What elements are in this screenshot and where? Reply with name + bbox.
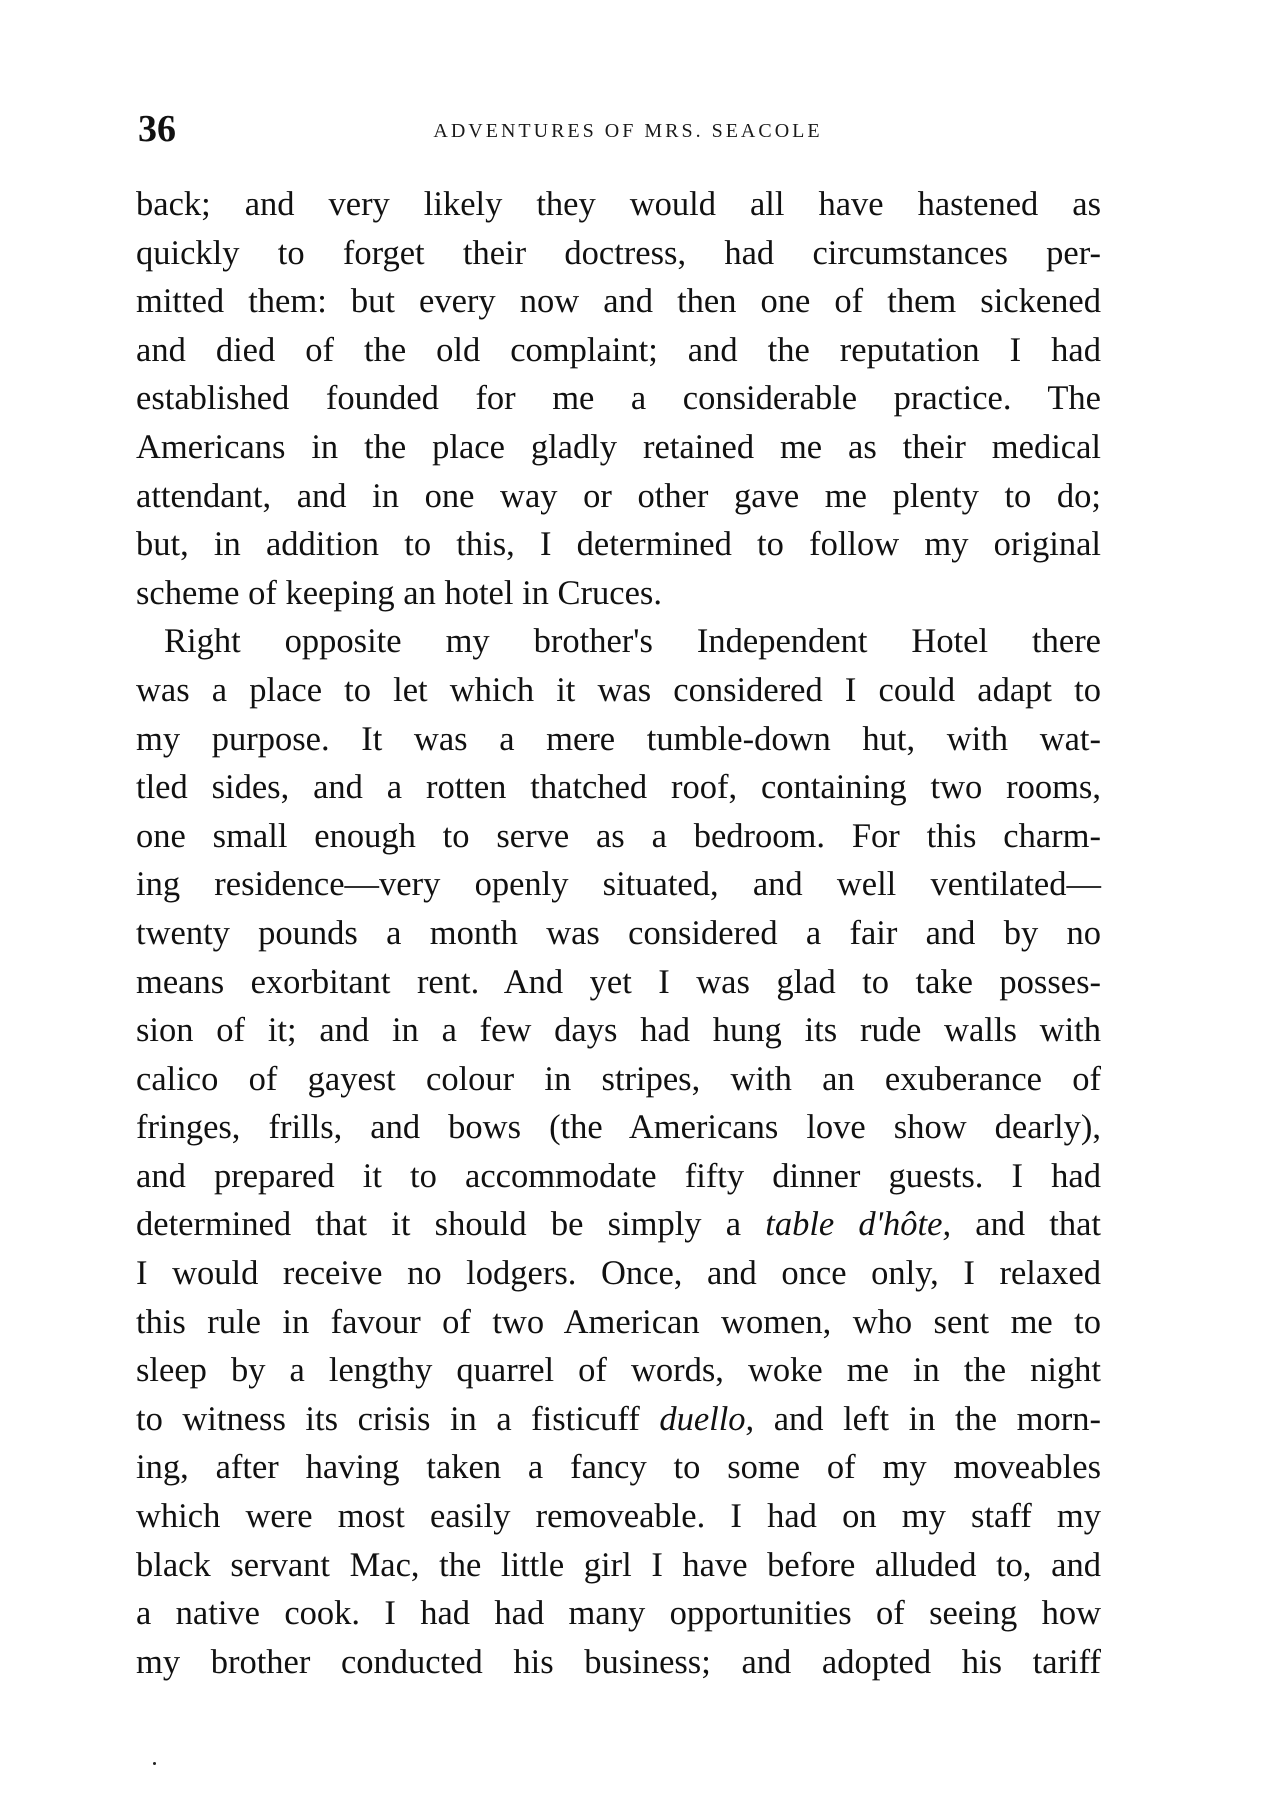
text-line: sion of it; and in a few days had hung its rude walls with	[136, 1011, 1101, 1050]
page-number: 36	[138, 108, 176, 150]
text-line: tled sides, and a rotten thatched roof, containing two rooms,	[136, 768, 1101, 807]
running-title: ADVENTURES OF MRS. SEACOLE	[433, 120, 823, 142]
text-line	[136, 1200, 1101, 1249]
text-line: my brother conducted his business; and adopted his tariff	[136, 1642, 1101, 1681]
paragraph-end-line: scheme of keeping an hotel in Cruces.	[136, 573, 662, 612]
text-line: attendant, and in one way or other gave me plenty to do;	[136, 476, 1101, 515]
text-line: but, in addition to this, I determined to follow my original	[136, 525, 1101, 564]
text-line: means exorbitant rent. And yet I was glad to take posses-	[136, 962, 1101, 1001]
text-line: fringes, frills, and bows (the Americans love show dearly),	[136, 1108, 1101, 1147]
text-line	[136, 1395, 1101, 1444]
body-text	[136, 180, 1101, 1686]
text-line: this rule in favour of two American women, who sent me to	[136, 1302, 1101, 1341]
text-line: twenty pounds a month was considered a fair and by no	[136, 913, 1101, 952]
text-segment: and left in the morn-	[754, 1399, 1101, 1438]
text-line: I would receive no lodgers. Once, and once only, I relaxed	[136, 1254, 1101, 1293]
text-line: established founded for me a considerable practice. The	[136, 379, 1101, 418]
text-line: ing residence—very openly situated, and well ventilated—	[136, 865, 1101, 904]
text-line: back; and very likely they would all have hastened as	[136, 185, 1101, 223]
text-line: one small enough to serve as a bedroom. For this charm-	[136, 816, 1101, 855]
text-line: ing, after having taken a fancy to some of my moveables	[136, 1448, 1101, 1487]
text-line: quickly to forget their doctress, had circumstances per-	[136, 233, 1101, 272]
page-header	[138, 106, 1098, 156]
text-segment: determined that it should be simply a	[136, 1205, 766, 1244]
italic-phrase: duello,	[659, 1399, 755, 1438]
print-speck	[153, 1762, 156, 1765]
text-line: sleep by a lengthy quarrel of words, woke me in the night	[136, 1351, 1101, 1390]
text-segment: and that	[951, 1205, 1102, 1244]
text-line: and died of the old complaint; and the reputation I had	[136, 330, 1101, 369]
text-line: was a place to let which it was considered I could adapt to	[136, 670, 1101, 709]
text-line: mitted them: but every now and then one of them sickened	[136, 282, 1101, 321]
text-segment: to witness its crisis in a fisticuff	[136, 1399, 660, 1438]
text-line: which were most easily removeable. I had on my staff my	[136, 1497, 1101, 1536]
paragraph-start-line: Right opposite my brother's Independent Hotel there	[164, 622, 1101, 661]
italic-phrase: table d'hôte,	[765, 1205, 952, 1244]
text-line: a native cook. I had had many opportunities of seeing how	[136, 1594, 1101, 1633]
text-line: Americans in the place gladly retained me as their medical	[136, 427, 1101, 466]
text-line: and prepared it to accommodate fifty dinner guests. I had	[136, 1156, 1101, 1195]
text-line: black servant Mac, the little girl I have before alluded to, and	[136, 1545, 1101, 1584]
text-line: calico of gayest colour in stripes, with an exuberance of	[136, 1059, 1101, 1098]
text-line: my purpose. It was a mere tumble-down hut, with wat-	[136, 719, 1101, 758]
